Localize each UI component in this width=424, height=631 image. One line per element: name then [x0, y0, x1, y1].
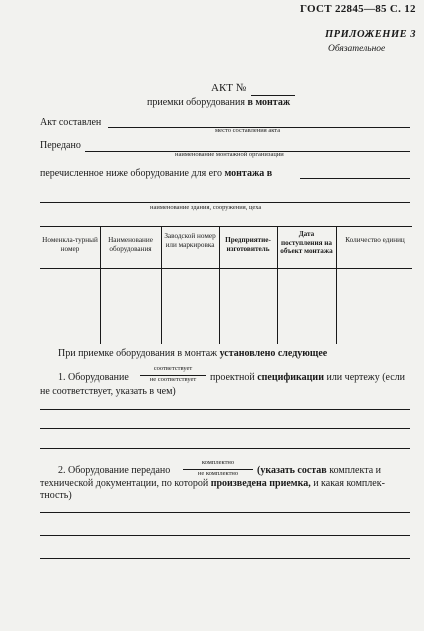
table-col-divider	[277, 226, 278, 344]
table-header-border	[40, 268, 412, 269]
transferred-label: Передано	[40, 140, 81, 151]
compiled-caption: место составления акта	[215, 127, 281, 134]
item2-fraction-bottom: не комплектно	[197, 470, 239, 477]
item2-prefix: 2. Оборудование передано	[58, 465, 171, 476]
item1-fraction-bottom: не соответствует	[149, 376, 197, 383]
item2-text: (указать состав комплекта и	[257, 465, 381, 476]
col-header-name: Наименование оборудования	[108, 236, 153, 253]
item2-answer-line[interactable]	[40, 512, 410, 513]
item2-text-line2: технической документации, по которой произведена приемка, и какая комплек-	[40, 478, 385, 489]
col-header-serial: Заводской номер или маркировка	[164, 232, 216, 249]
table-col-divider	[161, 226, 162, 344]
item1-prefix: 1. Оборудование	[58, 372, 129, 383]
findings-intro: При приемке оборудования в монтаж установлено следующее	[58, 348, 328, 359]
act-number-line	[251, 95, 295, 96]
col-header-arrival-date: Дата поступления на объект монтажа	[280, 230, 333, 255]
act-title: АКТ №	[211, 82, 247, 94]
building-caption: наименование здания, сооружения, цеха	[150, 204, 262, 211]
item1-text: проектной спецификации или чертежу (если	[210, 372, 406, 383]
item1-answer-line[interactable]	[40, 428, 410, 429]
transferred-caption: наименование монтажной организации	[175, 151, 284, 158]
appendix-title: ПРИЛОЖЕНИЕ 3	[325, 29, 416, 40]
equipment-line[interactable]	[300, 178, 410, 179]
equipment-label: перечисленное ниже оборудование для его монтажа в	[40, 168, 273, 179]
item1-fraction-top: соответствует	[153, 365, 193, 372]
item1-answer-line[interactable]	[40, 448, 410, 449]
table-col-divider	[336, 226, 337, 344]
item2-answer-line[interactable]	[40, 535, 410, 536]
standard-number: ГОСТ 22845—85 С. 12	[300, 3, 416, 15]
table-col-divider	[100, 226, 101, 344]
building-line[interactable]	[40, 202, 410, 203]
act-subtitle: приемки оборудования в монтаж	[147, 97, 291, 108]
appendix-status: Обязательное	[328, 44, 386, 54]
table-top-border	[40, 226, 412, 227]
item1-answer-line[interactable]	[40, 409, 410, 410]
item1-text-line2: не соответствует, указать в чем)	[40, 386, 176, 397]
item2-answer-line[interactable]	[40, 558, 410, 559]
col-header-number: Номенкла-турный номер	[42, 236, 98, 253]
item2-text-line3: тность)	[40, 490, 72, 501]
compiled-label: Акт составлен	[40, 117, 102, 128]
col-header-manufacturer: Предприятие-изготовитель	[225, 236, 271, 253]
col-header-quantity: Количество единиц	[345, 236, 405, 244]
table-col-divider	[219, 226, 220, 344]
item2-fraction-top: комплектно	[201, 459, 235, 466]
